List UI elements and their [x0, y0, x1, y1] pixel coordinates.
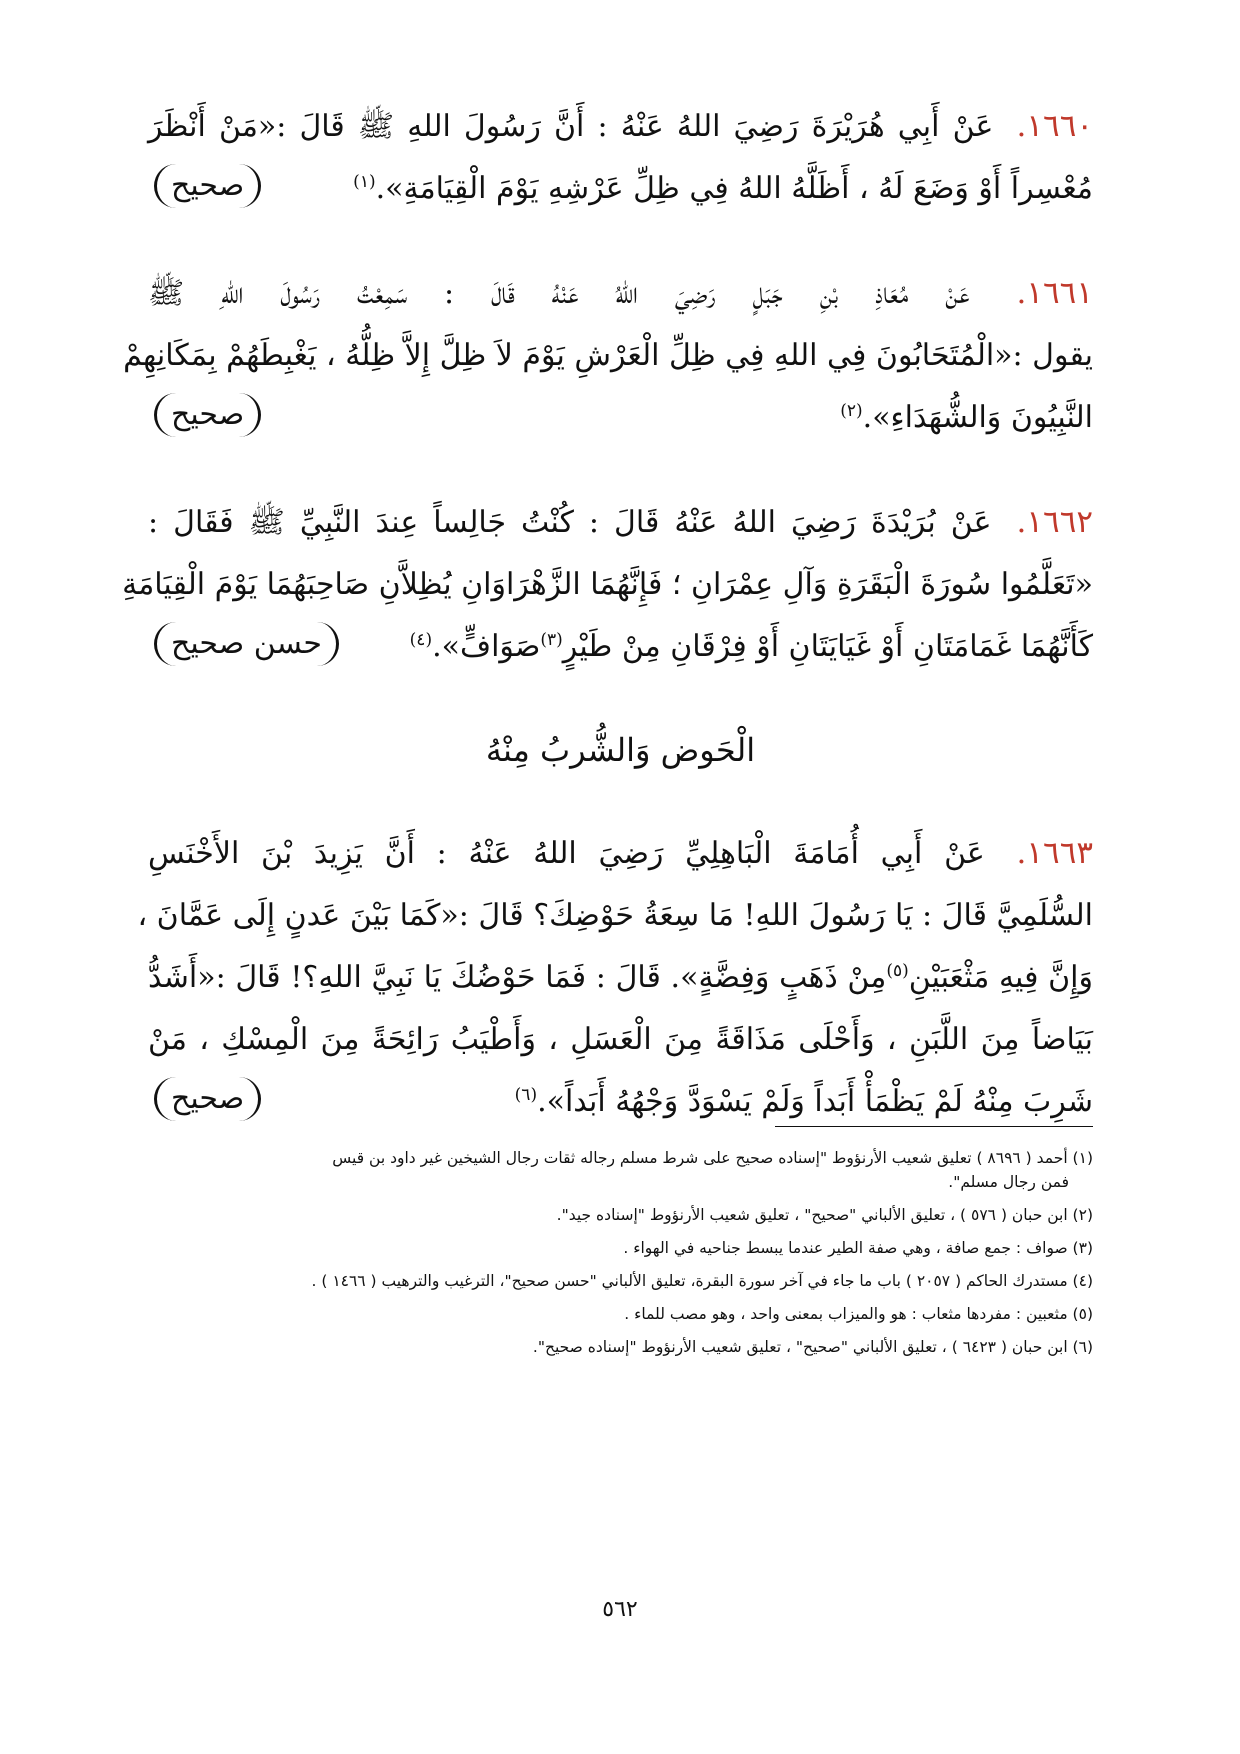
hadith-1661 — [123, 262, 1093, 449]
page-body — [122, 95, 1093, 1175]
hadith-number: ١٦٦٣. — [1016, 835, 1093, 871]
footnote-item: (٢) ابن حبان ( ٥٧٦ ) ، تعليق الألباني "صحيح" ، تعليق شعيب الأرنؤوط "إسناده جيد". — [556, 1206, 1093, 1224]
section-title: الْحَوض وَالشُّربُ مِنْهُ — [485, 731, 756, 769]
footnote-ref[interactable]: (٦) — [514, 1085, 538, 1105]
hadith-text: «تَعَلَّمُوا سُورَةَ الْبَقَرَةِ وَآلِ عِمْرَانِ ؛ فَإِنَّهُمَا الزَّهْرَاوَانِ يُظِلاَّنِ صَاحِبَهُمَا يَوْمَ الْقِيَامَةِ — [122, 567, 1093, 602]
hadith-text: مُعْسِراً أَوْ وَضَعَ لَهُ ، أَظَلَّهُ اللهُ فِي ظِلِّ عَرْشِهِ يَوْمَ الْقِيَامَةِ». — [375, 171, 1093, 206]
hadith-text: شَرِبَ مِنْهُ لَمْ يَظْمَأْ أَبَداً وَلَمْ يَسْوَدَّ وَجْهُهُ أَبَداً». — [537, 1084, 1093, 1119]
hadith-text: النَّبِيُونَ وَالشُّهَدَاءِ». — [862, 400, 1093, 435]
hadith-text: مِنْ ذَهَبٍ وَفِضَّةٍ». قَالَ : فَمَا حَوْضُكَ يَا نَبِيَّ اللهِ؟! قَالَ :«أَشَدُّ — [148, 960, 887, 995]
grade-text: صحيح — [154, 1077, 261, 1121]
hadith-text: كَأَنَّهُمَا غَمَامَتَانِ أَوْ غَيَايَتَانِ أَوْ فِرْقَانِ مِنْ طَيْرٍ — [562, 629, 1093, 664]
footnote-ref[interactable]: (٣) — [540, 630, 563, 650]
hadith-text: عَنْ أَبِي هُرَيْرَةَ رَضِيَ اللهُ عَنْهُ : أَنَّ رَسُولَ اللهِ ﷺ قَالَ :«مَنْ أَنْظَرَ — [148, 109, 994, 144]
hadith-line — [137, 885, 1093, 947]
hadith-text: وَإِنَّ فِيهِ مَثْعَبَيْنِ — [908, 960, 1093, 995]
hadith-line — [123, 325, 1093, 387]
footnote-continuation: فمن رجال مسلم". — [948, 1173, 1069, 1191]
hadith-1662 — [122, 491, 1093, 678]
grade-text: صحيح — [154, 393, 261, 437]
page-number: ٥٦٢ — [602, 1597, 638, 1622]
footnote-item: (٣) صواف : جمع صافة ، وهي صفة الطير عندما يبسط جناحيه في الهواء . — [623, 1239, 1093, 1257]
grade-label — [148, 1077, 267, 1121]
footnotes — [148, 1142, 1093, 1364]
footnote-ref[interactable]: (١) — [353, 172, 376, 192]
hadith-line — [148, 822, 1093, 885]
hadith-text: بَيَاضاً مِنَ اللَّبَنِ ، وَأَحْلَى مَذَاقَةً مِنَ الْعَسَلِ ، وَأَطْيَبُ رَائِحَةً مِنَ الْمِسْكِ ، مَنْ — [148, 1022, 1093, 1057]
hadith-text: السُّلَمِيَّ قَالَ : يَا رَسُولَ اللهِ! مَا سِعَةُ حَوْضِكَ؟ قَالَ :«كَمَا بَيْنَ عَدنٍ إِلَى عَمَّانَ ، — [137, 898, 1093, 933]
hadith-line — [148, 1009, 1093, 1071]
hadith-line — [148, 947, 1093, 1009]
grade-text: حسن صحيح — [154, 622, 339, 666]
footnote-item: (٥) مثعبين : مفردها مثعاب : هو والميزاب بمعنى واحد ، وهو مصب للماء . — [624, 1305, 1093, 1323]
footnote-item: (١) أحمد ( ٨٦٩٦ ) تعليق شعيب الأرنؤوط "إسناده صحيح على شرط مسلم رجاله ثقات رجال الشيخين غير داود بن قيس — [332, 1149, 1093, 1167]
hadith-line — [148, 491, 1093, 554]
hadith-number: ١٦٦٠. — [1016, 108, 1093, 144]
hadith-1660 — [148, 95, 1093, 220]
hadith-text: عَنْ مُعَاذِ بْنِ جَبَلٍ رَضِيَ اللهُ عَنْهُ قَالَ : سَمِعْتُ رَسُولَ اللهِ ﷺ — [148, 276, 970, 311]
hadith-number: ١٦٦١. — [1016, 275, 1093, 311]
hadith-line — [148, 95, 1093, 158]
hadith-line — [148, 1071, 1093, 1133]
footnote-ref[interactable]: (٢) — [840, 401, 863, 421]
hadith-1663 — [137, 822, 1093, 1133]
grade-label — [148, 393, 267, 437]
footnote-ref[interactable]: (٤) — [409, 630, 433, 650]
hadith-line — [148, 387, 1093, 449]
grade-label — [148, 164, 267, 208]
footnote-item: (٤) مستدرك الحاكم ( ٢٠٥٧ ) باب ما جاء في آخر سورة البقرة، تعليق الألباني "حسن صحيح"، الترغيب والترهيب ( ١٤٦٦ ) . — [311, 1272, 1093, 1290]
hadith-text: عَنْ بُرَيْدَةَ رَضِيَ اللهُ عَنْهُ قَالَ : كُنْتُ جَالِساً عِندَ النَّبِيِّ ﷺ فَقَالَ : — [148, 505, 992, 540]
grade-text: صحيح — [154, 164, 261, 208]
hadith-line — [122, 554, 1093, 616]
hadith-line — [148, 158, 1093, 220]
hadith-text: يقول :«الْمُتَحَابُونَ فِي اللهِ فِي ظِلِّ الْعَرْشِ يَوْمَ لاَ ظِلَّ إِلاَّ ظِلُّهُ ، يَغْبِطَهُمْ بِمَكَانِهِمْ — [123, 338, 1093, 373]
hadith-line — [148, 616, 1093, 678]
footnote-divider — [775, 1126, 1093, 1127]
footnote-item: (٦) ابن حبان ( ٦٤٢٣ ) ، تعليق الألباني "صحيح" ، تعليق شعيب الأرنؤوط "إسناده صحيح". — [532, 1338, 1093, 1356]
hadith-text: عَنْ أَبِي أُمَامَةَ الْبَاهِلِيِّ رَضِيَ اللهُ عَنْهُ : أَنَّ يَزِيدَ بْنَ الأَخْنَسِ — [148, 836, 985, 871]
hadith-number: ١٦٦٢. — [1016, 504, 1093, 540]
footnote-ref[interactable]: (٥) — [886, 961, 909, 981]
hadith-line — [148, 262, 1093, 325]
grade-label — [148, 622, 345, 666]
hadith-text: صَوَافٍّ». — [432, 629, 541, 664]
